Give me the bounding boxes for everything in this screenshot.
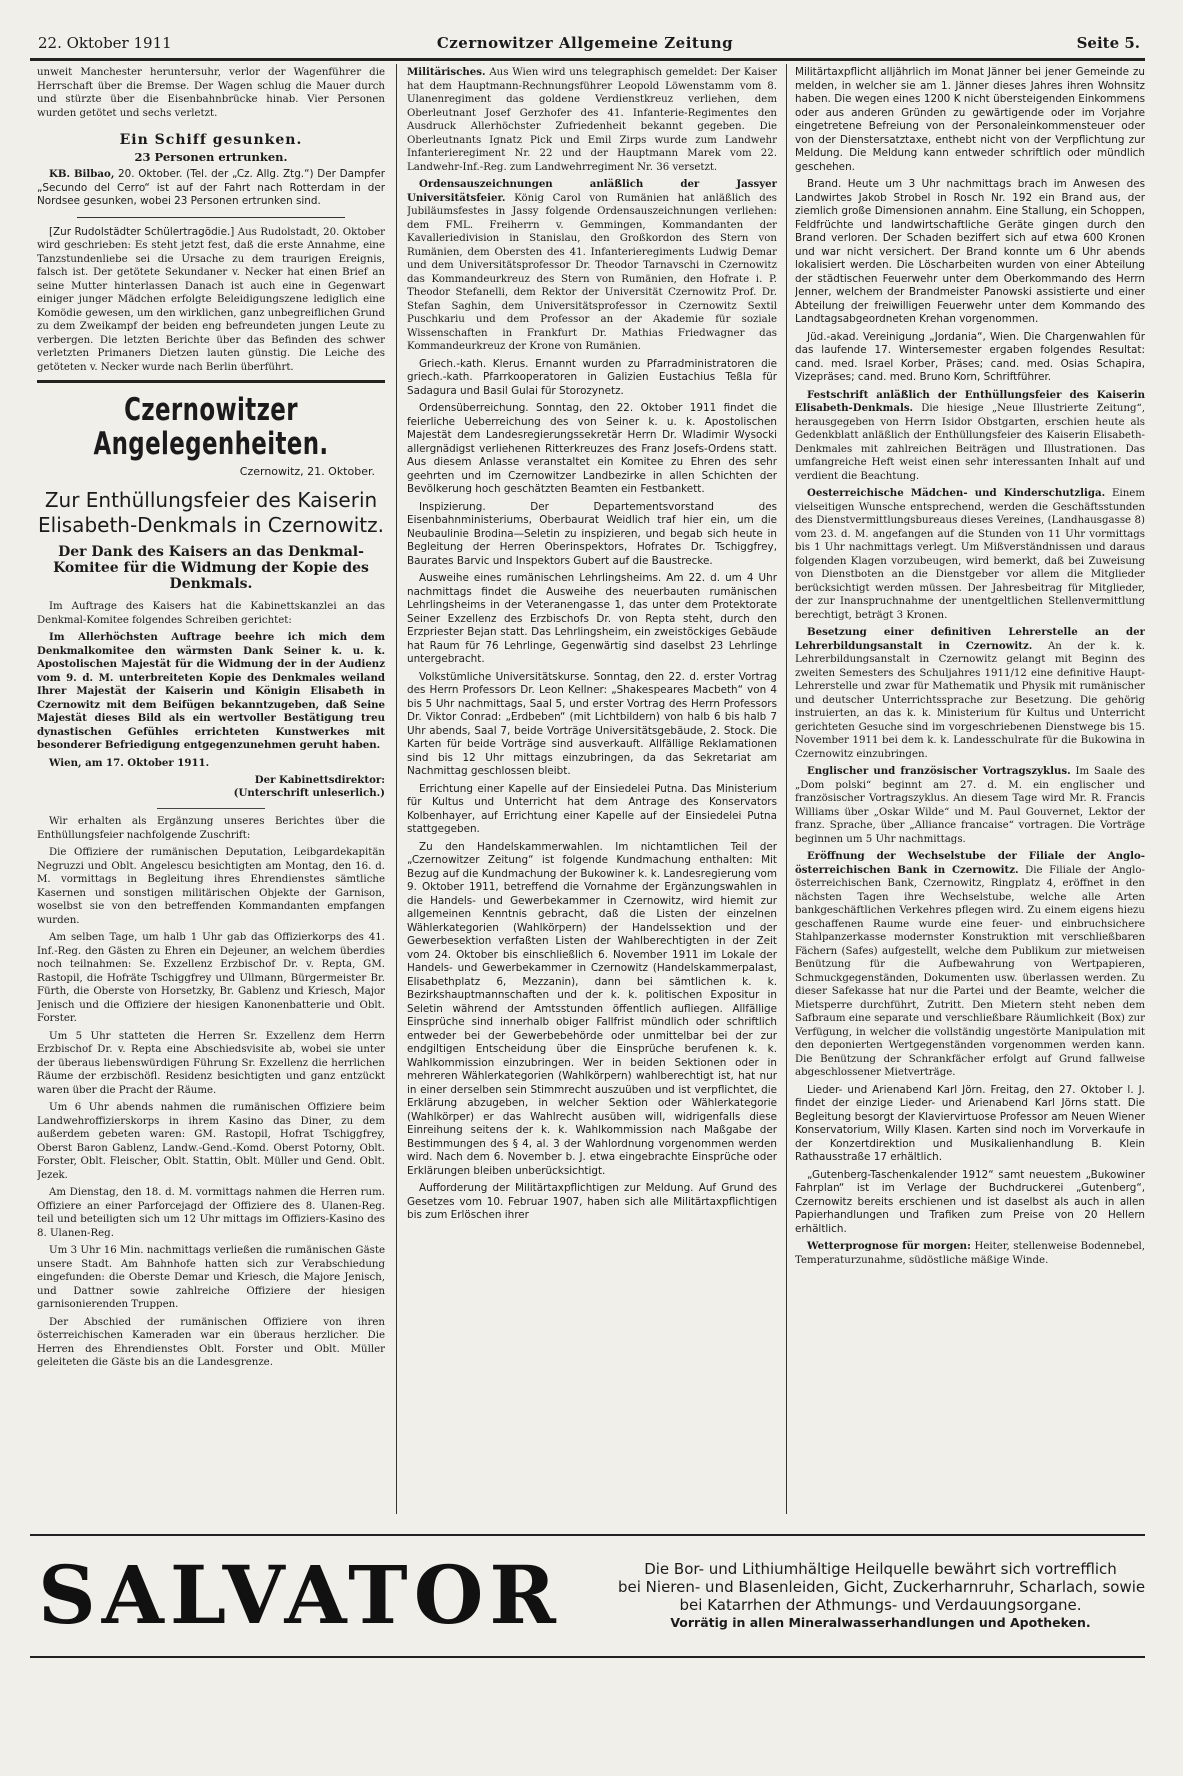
article-weather xyxy=(795,1240,1145,1267)
article-body: Freitag, den 27. Oktober l. J. findet der einzige Lieder- und Arienabend Karl Jörns statt. Die Begleitung besorgt der Klaviervirtuose Professor am Neuen Wiener Konservatorium, Willy Klasen. Karten sind noch im Vorverkaufe in der Konzertdirektion und Musikalienhandlung B. Klein Rathausstraße 17 erhältlich. xyxy=(795,1083,1145,1163)
paragraph: Wir erhalten als Ergänzung unseres Berichtes über die Enthüllungsfeier nachfolgende Zuschrift: xyxy=(37,816,385,841)
article-body: An der k. k. Lehrerbildungsanstalt in Czernowitz gelangt mit Beginn des zweiten Semesters des Schuljahres 1911/12 eine definitive Haupt-Lehrerstelle und zwar für Mathematik und Physik mit rumänischer und deutscher Unterrichtssprache zur Besetzung. Die gehörig instruierten, an das k. k. Ministerium für Kultus und Unterricht gerichteten Gesuche sind im vorgeschriebenen Dienstwege bis 15. November 1911 bei dem k. k. Landesschulrate für die Bukowina in Czernowitz einzubringen. xyxy=(795,640,1145,760)
masthead xyxy=(30,34,1140,56)
article-body: Heiter, stellenweise Bodennebel, Temperaturzunahme, südöstliche mäßige Winde. xyxy=(795,1241,1145,1266)
column-right xyxy=(795,66,1145,1534)
page-number: Seite 5. xyxy=(1076,34,1140,52)
advertisement-line: bei Katarrhen der Athmungs- und Verdauungsorgane. xyxy=(679,1596,1082,1614)
section-dateline: Czernowitz, 21. Oktober. xyxy=(239,465,375,478)
paragraph: Im Auftrage des Kaisers hat die Kabinettskanzlei an das Denkmal-Komitee folgendes Schreiben gerichtet: xyxy=(37,601,385,626)
article-ship-sunk xyxy=(37,168,385,209)
article-clergy xyxy=(407,358,777,399)
article-lead: Oesterreichische Mädchen- und Kinderschutzliga. xyxy=(807,487,1106,499)
article-calendar: „Gutenberg-Taschenkalender 1912“ samt neuestem „Bukowiner Fahrplan“ ist im Verlage der Buchdruckerei „Gutenberg“, Czernowitz bereits erschienen und ist daselbst als auch in allen Papierhandlungen und Trafiken zum Preise von 20 Hellern erhältlich. xyxy=(795,1168,1145,1235)
paragraph: Am selben Tage, um halb 1 Uhr gab das Offizierkorps des 41. Inf.-Reg. den Gästen zu Ehren ein Dejeuner, an welchem überdies noch teilnahmen: Se. Exzellenz Erzbischof Dr. v. Repta, GM. Rastopil, die Hofräte Tschiggfrey und Ullmann, Bürgermeister Br. Fürth, die Oberste von Horsetzky, Br. Gablenz und Kriesch, Major Jenisch und die Offiziere der hiesigen Kanonenbatterie und Oblt. Forster. xyxy=(37,932,385,1024)
dateline-lead: KB. Bilbao, xyxy=(49,168,115,180)
article-body: Im nichtamtlichen Teil der „Czernowitzer Zeitung“ ist folgende Kundmachung enthalten: Mit Bezug auf die Kundmachung der Bukowiner k. k. Landesregierung vom 9. Oktober 1911, betreffend die Vornahme der Ergänzungswahlen in die Handels- und Gewerbekammer in Czernowitz, wird hiemit zur allgemeinen Kenntnis gebracht, daß die Listen der einzelnen Wählerkategorien (Wahlkörpern) der Handelssektion und der Gewerbesektion verfaßten Listen der Wahlberechtigten in der Zeit vom 24. Oktober bis einschließlich 6. November 1911 im Lokale der Handels- und Gewerbekammer in Czernowitz (Handelskammerpalast, Elisabethplatz 6, Mezzanin), dann bei sämtlichen k. k. Bezirkshauptmannschaften und der k. k. politischen Expositur in Seletin während der Amtsstunden öffentlich aufliegen. Allfällige Einsprüche sind innerhalb obiger Fallfrist mündlich oder schriftlich entweder bei der Gewerbebehörde oder unmittelbar bei der zur endgiltigen Entscheidung über die Einsprüche berufenen k. k. Wahlkommission einzubringen. Wer in beiden Sektionen oder in mehreren Wählerkategorien (Wahlkörpern) wahlberechtigt ist, hat nur in einer derselben sein Stimmrecht auszuüben und ist verpflichtet, die Erklärung abzugeben, in welcher Sektion oder Wählerkategorie (Wahlkörper) er das Wahlrecht ausüben will, widrigenfalls diese Einreihung seitens der k. k. Wahlkommission nach Maßgabe der Bestimmungen des § 4, al. 3 der Wahlordnung vorgenommen werden wird. Nach dem 6. November b. J. etwa eingebrachte Einsprüche oder Erklärungen bleiben unberücksichtigt. xyxy=(407,840,777,1177)
article-lecture-series xyxy=(795,765,1145,846)
article-body: Im Saale des „Dom polski“ beginnt am 27. d. M. ein englischer und französischer Vortragszyklus. An diesem Tage wird Mr. R. Francis Williams über „Oskar Wilde“ und M. Paul Gouvernet, Lektor der franz. Sprache, über „Alliance francaise“ vortragen. Die Vorträge beginnen um 5 Uhr nachmittags. xyxy=(795,766,1145,845)
article-festschrift xyxy=(795,389,1145,484)
article-lead: Militärisches. xyxy=(407,66,486,78)
paragraph: Um 3 Uhr 16 Min. nachmittags verließen die rumänischen Gäste unsere Stadt. Am Bahnhofe hatten sich zur Verabschiedung eingefunden: die Oberste Demar und Kriesch, die Majore Jenisch, und Dattner sowie zahlreiche Offiziere der hiesigen garnisonierenden Truppen. xyxy=(37,1245,385,1310)
article-child-protection xyxy=(795,487,1145,622)
article-lead: Griech.-kath. Klerus. xyxy=(419,357,529,370)
article-lead: Aufforderung der Militärtaxpflichtigen zur Meldung. xyxy=(419,1182,694,1194)
article-lead: Volkstümliche Universitätskurse. xyxy=(419,670,590,683)
signature-title: Der Kabinettsdirektor: xyxy=(254,774,385,786)
advertisement-text xyxy=(618,1560,1146,1632)
article-body: Der Departementsvorstand des Eisenbahnministeriums, Oberbaurat Weidlich traf hier ein, um die Neubaulinie Brodina—Seletin zu inspizieren, und begab sich heute in Begleitung der Herren Oberinspektors, Hofrates Dr. Tschiggfrey, Baurates Barvic und Inspektors Gubert auf die Baustrecke. xyxy=(407,500,777,567)
article-lead: Ordensauszeichnungen anläßlich der Jassyer Universitätsfeier. xyxy=(407,178,777,204)
article-body: Sonntag, den 22. Oktober 1911 findet die feierliche Ueberreichung des von Seiner k. u. k. Apostolischen Majestät dem Landesregierungssekretär Herrn Dr. Wladimir Wysocki allergnädigst verliehenen Ritterkreuzes des Franz Josefs-Ordens statt. Aus diesem Anlasse veranstaltet ein Komitee zu Ehren des sehr geehrten und im Czernowitzer Landbezirke in allen Schichten der Bevölkerung hoch geschätzten Beamten ein Festbankett. xyxy=(407,402,777,495)
article-chamber-elections xyxy=(407,841,777,1179)
article-body: Aus Wien wird uns telegraphisch gemeldet: Der Kaiser hat dem Hauptmann-Rechnungsführer Leopold Löwenstamm vom 8. Ulanenregiment das goldene Verdienstkreuz verliehen, dem Oberleutnant Josef Gerzhofer des 41. Infanterie-Regimentes den Ausdruck Allerhöchster Zufriedenheit bekannt gegeben. Die Oberleutnants Ignatz Pick und Emil Zirps wurde zum Landwehr Infanterieregiment Nr. 22 und der Hauptmann Marek vom 22. Landwehr-Inf.-Reg. zum Landwehrregiment Nr. 36 versetzt. xyxy=(407,67,777,173)
article-body: Am 22. d. um 4 Uhr nachmittags findet die Ausweihe des neuerbauten rumänischen Lehrlingsheims in der Veteranengasse 1, das unter dem Protektorate Seiner Exzellenz des Erzbischofs Dr. von Repta steht, durch den Erzpriester Bejan statt. Das Lehrlingsheim, ein zweistöckiges Gebäude hat Raum für 76 Lehrlinge, Gegenwärtig sind daselbst 23 Lehrlinge untergebracht. xyxy=(407,572,777,665)
article-body: Die Filiale der Anglo-österreichischen Bank, Czernowitz, Ringplatz 4, eröffnet in den nächsten Tagen ihre Wechselstube, welche alle Arten bankgeschäftlichen Verkehres pflegen wird. Zu einem eigens hiezu geschaffenen Raume wurde eine feuer- und einbruchsichere Stahlpanzerkasse modernster Konstruktion mit verschließbaren Fächern (Safes) aufgestellt, welche dem Publikum zur mietweisen Benützung für die Aufbewahrung von Wertpapieren, Schmuckgegenständen, Dokumenten usw. überlassen werden. Zu dieser Safekasse hat nur die Partei und der Beamte, welcher die Mietsperre durchführt, Zutritt. Den Mietern steht neben dem Safbraum eine separate und verschließbare Räumlichkeit (Box) zur Verfügung, in welcher die vollständig ungestörte Manipulation mit den deponierten Wertgegenständen vorgenommen werden kann. Die Benützung der Schrankfächer erfolgt auf Grund fallweise abgeschlossener Mietverträge. xyxy=(795,864,1145,1078)
article-lead: Eröffnung der Wechselstube der Filiale der Anglo-österreichischen Bank in Czernowitz. xyxy=(795,850,1145,876)
article-inspection xyxy=(407,501,777,569)
article-apprentice-home xyxy=(407,572,777,667)
separator xyxy=(157,808,265,809)
article-decoration xyxy=(407,402,777,497)
paragraph: Der Abschied der rumänischen Offiziere von ihren österreichischen Kameraden war ein überaus herzlicher. Die Herren des Ehrendienstes Oblt. Forster und Oblt. Müller geleiteten die Gäste bis an die Landesgrenze. xyxy=(37,1316,385,1368)
headline-ship-sunk: Ein Schiff gesunken. xyxy=(119,132,303,148)
article-lead: Jüd.-akad. Vereinigung „Jordania“, Wien. xyxy=(807,330,1020,343)
article-lead: Ausweihe eines rumänischen Lehrlingsheims. xyxy=(419,572,662,584)
advertisement-brand: SALVATOR xyxy=(38,1548,562,1642)
advertisement-line: Die Bor- und Lithiumhältige Heilquelle bewährt sich vortrefflich xyxy=(644,1560,1117,1578)
article-body: Die hiesige „Neue Illustrierte Zeitung“, herausgegeben von Herrn Isidor Obstgarten, erschien heute als Gedenkblatt anläßlich der Enthüllungsfeier des Kaiserin Elisabeth-Denkmales mit zahlreichen Beiträgen und Illustrationen. Das umfangreiche Heft weist einen sehr interessanten Inhalt auf und verdient die Beachtung. xyxy=(795,403,1145,482)
issue-date: 22. Oktober 1911 xyxy=(38,34,172,52)
article-concert xyxy=(795,1084,1145,1165)
signature-note: (Unterschrift unleserlich.) xyxy=(233,787,385,799)
column-divider xyxy=(786,64,787,1514)
article-fire xyxy=(795,178,1145,327)
subheadline-ship-sunk: 23 Personen ertrunken. xyxy=(134,150,288,164)
article-continuation: Militärtaxpflicht alljährlich im Monat Jänner bei jener Gemeinde zu melden, in welcher sie am 1. Jänner dieses Jahres ihren Wohnsitz haben. Die wegen eines 1200 K nicht übersteigenden Einkommens oder aus anderen Gründen zu gewärtigende oder im Vorjahre eingetretene Befreiung von der Personaleinkommensteuer oder von der Dienstersatztaxe, enthebt nicht von der Verpflichtung zur Meldung. Die Meldung kann entweder schriftlich oder mündlich geschehen. xyxy=(795,66,1145,173)
article-jordania xyxy=(795,331,1145,385)
article-body: Heute um 3 Uhr nachmittags brach im Anwesen des Landwirtes Jakob Strobel in Rosch Nr. 192 ein Brand aus, der ziemlich große Dimensionen annahm. Eine Stallung, ein Schoppen, Feldfrüchte und landwirtschaftliche Geräte gingen durch den Brand verloren. Der Schaden beziffert sich auf etwa 600 Kronen und war nicht versichert. Der Brand konnte um 6 Uhr abends lokalisiert werden. Die Löscharbeiten wurden von einer Abteilung der städtischen Feuerwehr unter dem Oberkommando des Herrn Jenner, welchem der Brandmeister Panowski assistierte und einer Abteilung der freiwilligen Feuerwehr unter dem Kommando des Landtagsabgeordneten Krehan vorgenommen. xyxy=(795,178,1145,325)
article-body: Ernannt wurden zu Pfarradministratoren die griech.-kath. Pfarrkooperatoren in Galizien Eustachius Teßla für Sadagura und Basil Gulai für Storozynetz. xyxy=(407,357,777,397)
article-body: König Carol von Rumänien hat anläßlich des Jubiläumsfestes in Jassy folgende Ordensauszeichnungen verliehen: dem FML. Freiherrn v. Gemmingen, Kommandanten der Kavalleriedivision in Stanislau, den Großkordon des Stern von Rumänien, dem Obersten des 41. Infanterieregiments Ludwig Demar und dem Universitätsprofessor Dr. Theodor Tarnavschi in Czernowitz das Kommandeurkreuz des Stern von Rumänien, den Hofrate i. P. Theodor Stefanelli, dem Rektor der Universität Czernowitz Prof. Dr. Stefan Saghin, dem Universitätsprofessor in Czernowitz Sextil Puschkariu und dem Professor an der Akademie für soziale Wissenschaften in Frankfurt Dr. Mathias Friedwagner das Kommandeurkreuz der Krone von Rumänien. xyxy=(407,192,777,352)
article-body: Aus Rudolstadt, 20. Oktober wird geschrieben: Es steht jetzt fest, daß die erste Annahme, eine Tanzstundenliebe sei die Ursache zu dem traurigen Ereignis, falsch ist. Der getötete Sekundaner v. Necker hat einen Brief an seine Mutter hinterlassen Danach ist auch eine in Gegenwart einiger junger Mädchen erfolgte Beleidigungszene lediglich eine Komödie gewesen, um den wirklichen, ganz unbegreiflichen Grund zu dem Zweikampf der beiden eng befreundeten jungen Leute zu verbergen. Die letzten Berichte über das Befinden des schwer verletzten Primaners Dietzen lauten günstig. Die Leiche des getöteten v. Necker wurde nach Berlin überführt. xyxy=(37,226,385,373)
paragraph: Um 6 Uhr abends nahmen die rumänischen Offiziere beim Landwehroffizierskorps in ihrem Kasino das Diner, zu dem außerdem gebeten waren: GM. Rastopil, Hofrat Tschiggfrey, Oberst Baron Gablenz, Landw.-Gend.-Komd. Oberst Potorny, Oblt. Forster, Oblt. Fleischer, Oblt. Stattin, Oblt. Müller und Gend. Oblt. Jezek. xyxy=(37,1102,385,1181)
paragraph: Um 5 Uhr statteten die Herren Sr. Exzellenz dem Herrn Erzbischof Dr. v. Repta eine Abschiedsvisite ab, wobei sie unter der überaus liebenswürdigen Führung Sr. Exzellenz die herrlichen Räume der erzbischöfl. Residenz besichtigten und ganz entzückt waren über die Pracht der Räume. xyxy=(37,1030,385,1096)
article-title: Zur Enthüllungsfeier des Kaiserin Elisabeth-Denkmals in Czernowitz. xyxy=(38,488,384,537)
section-rule xyxy=(37,380,385,383)
article-body: Sonntag, den 22. d. erster Vortrag des Herrn Professors Dr. Leon Kellner: „Shakespeares Macbeth“ von 4 bis 5 Uhr nachmittags, Saal 5, und erster Vortrag des Herrn Professors Dr. Viktor Conrad: „Erdbeben“ (mit Lichtbildern) von halb 6 bis halb 7 Uhr abends, Saal 7, beide Vorträge Universitätsgebäude, 2. Stock. Die Karten für beide Vorträge sind ausverkauft. Allfällige Reklamationen sind bis 12 Uhr mittags einzubringen, da das Sekretariat am Nachmittag geschlossen bleibt. xyxy=(407,670,777,777)
article-lead: Inspizierung. xyxy=(419,500,486,513)
article-lead: Englischer und französischer Vortragszyklus. xyxy=(807,765,1071,777)
article-lead: [Zur Rudolstädter Schülertragödie.] xyxy=(49,225,235,238)
article-lead: Errichtung einer Kapelle auf der Einsiedelei Putna. xyxy=(419,782,688,795)
article-lead: Festschrift anläßlich der Enthüllungsfeier des Kaiserin Elisabeth-Denkmals. xyxy=(795,388,1145,414)
article-body: Auf Grund des Gesetzes vom 10. Februar 1907, haben sich alle Militärtaxpflichtigen bis zum Erlöschen ihrer xyxy=(407,1182,777,1221)
newspaper-title: Czernowitzer Allgemeine Zeitung xyxy=(436,34,734,52)
article-university-courses xyxy=(407,671,777,779)
article-lead: Ordensüberreichung. xyxy=(419,402,529,414)
article-lead: Brand. xyxy=(807,178,842,190)
article-bank xyxy=(795,850,1145,1080)
letter-place-date: Wien, am 17. Oktober 1911. xyxy=(49,756,210,769)
article-continuation: unweit Manchester heruntersuhr, verlor der Wagenführer die Herrschaft über die Bremse. Der Wagen schlug die Mauer durch und stürzte über die Eisenbahnbrücke hinab. Vier Personen wurden getötet und sechs verletzt. xyxy=(37,67,385,119)
article-military xyxy=(407,66,777,174)
article-orders xyxy=(407,178,777,354)
section-heading: Czernowitzer Angelegenheiten. xyxy=(93,392,329,462)
paragraph: Die Offiziere der rumänischen Deputation, Leibgardekapitän Negruzzi und Oblt. Angelescu besichtigten am Montag, den 16. d. M. vormittags in Begleitung ihres Ehrendienstes sämtliche Kasernen und sonstigen militärischen Objekte der Garnison, woselbst sie von den betreffenden Kommandanten empfangen wurden. xyxy=(37,847,385,926)
article-lead: Wetterprognose für morgen: xyxy=(807,1240,971,1252)
article-body: 20. Oktober. (Tel. der „Cz. Allg. Ztg.“) Der Dampfer „Secundo del Cerro“ ist auf der Fahrt nach Rotterdam in der Nordsee gesunken, wobei 23 Personen ertrunken sind. xyxy=(37,168,385,207)
separator xyxy=(77,217,345,218)
column-left xyxy=(37,66,385,1514)
article-body: Die Chargenwahlen für das laufende 17. Wintersemester ergaben folgendes Resultat: cand. med. Israel Korber, Präses; cand. med. Osias Schapira, Vizepräses; cand. med. Bruno Korn, Schriftführer. xyxy=(795,330,1145,383)
article-body: Einem vielseitigen Wunsche entsprechend, werden die Geschäftsstunden des Dienstvermittlungsbureaus dieses Vereines, (Landhausgasse 8) vom 23. d. M. angefangen auf die Stunden von 11 Uhr vormittags bis 1 Uhr nachmittags verlegt. Um Mißverständnissen und daraus folgenden Klagen vorzubeugen, wird bemerkt, daß bei Zuweisung von Dienstboten an die Dienstgeber vor allem die Mitglieder berücksichtigt werden müssen. Der Jahresbeitrag für Mitglieder, der zur Inanspruchnahme der unentgeltlichen Stellenvermittlung berechtigt, beträgt 3 Kronen. xyxy=(795,488,1145,621)
article-lead: Zu den Handelskammerwahlen. xyxy=(419,840,603,853)
advertisement-line: bei Nieren- und Blasenleiden, Gicht, Zuckerharnruhr, Scharlach, sowie xyxy=(618,1578,1146,1596)
article-lead: Lieder- und Arienabend Karl Jörn. xyxy=(807,1083,986,1096)
article-lead: Besetzung einer definitiven Lehrerstelle an der Lehrerbildungsanstalt in Czernowitz. xyxy=(795,626,1145,652)
masthead-rule xyxy=(30,58,1145,61)
article-subtitle: Der Dank des Kaisers an das Denkmal-Komitee für die Widmung der Kopie des Denkmals. xyxy=(53,544,369,592)
article-body: Das Ministerium für Kultus und Unterricht hat dem Antrage des Konservators Kolbenhayer, auf Errichtung einer Kapelle auf der Einsiedelei Putna stattgegeben. xyxy=(407,782,777,835)
advertisement-rule xyxy=(30,1656,1145,1658)
column-middle xyxy=(407,66,777,1514)
advertisement-rule xyxy=(30,1534,1145,1536)
letter-text: Im Allerhöchsten Auftrage beehre ich mich dem Denkmalkomitee den wärmsten Dank Seiner k. u. k. Apostolischen Majestät für die Widmung der in der Audienz vom 9. d. M. unterbreiteten Kopie des Denkmales weiland Ihrer Majestät der Kaiserin und Königin Elisabeth in Czernowitz mit dem Beifügen bekanntzugeben, daß Seine Majestät dieses Bild als ein wertvoller Bestätigung treu dynastischen Gefühles errichteten Kunstwerkes mit besonderer Befriedigung entgegenzunehmen geruht haben. xyxy=(37,631,385,751)
article-chapel xyxy=(407,783,777,837)
paragraph: Am Dienstag, den 18. d. M. vormittags nahmen die Herren rum. Offiziere an einer Parforcejagd der Offiziere des 8. Ulanen-Reg. teil und beteiligten sich um 12 Uhr mittags im Offiziers-Kasino des 8. Ulanen-Reg. xyxy=(37,1187,385,1239)
column-divider xyxy=(396,64,397,1514)
article-rudolstadt xyxy=(37,226,385,375)
article-military-tax xyxy=(407,1182,777,1223)
article-teacher-post xyxy=(795,626,1145,761)
advertisement-line: Vorrätig in allen Mineralwasserhandlungen und Apotheken. xyxy=(670,1615,1091,1630)
